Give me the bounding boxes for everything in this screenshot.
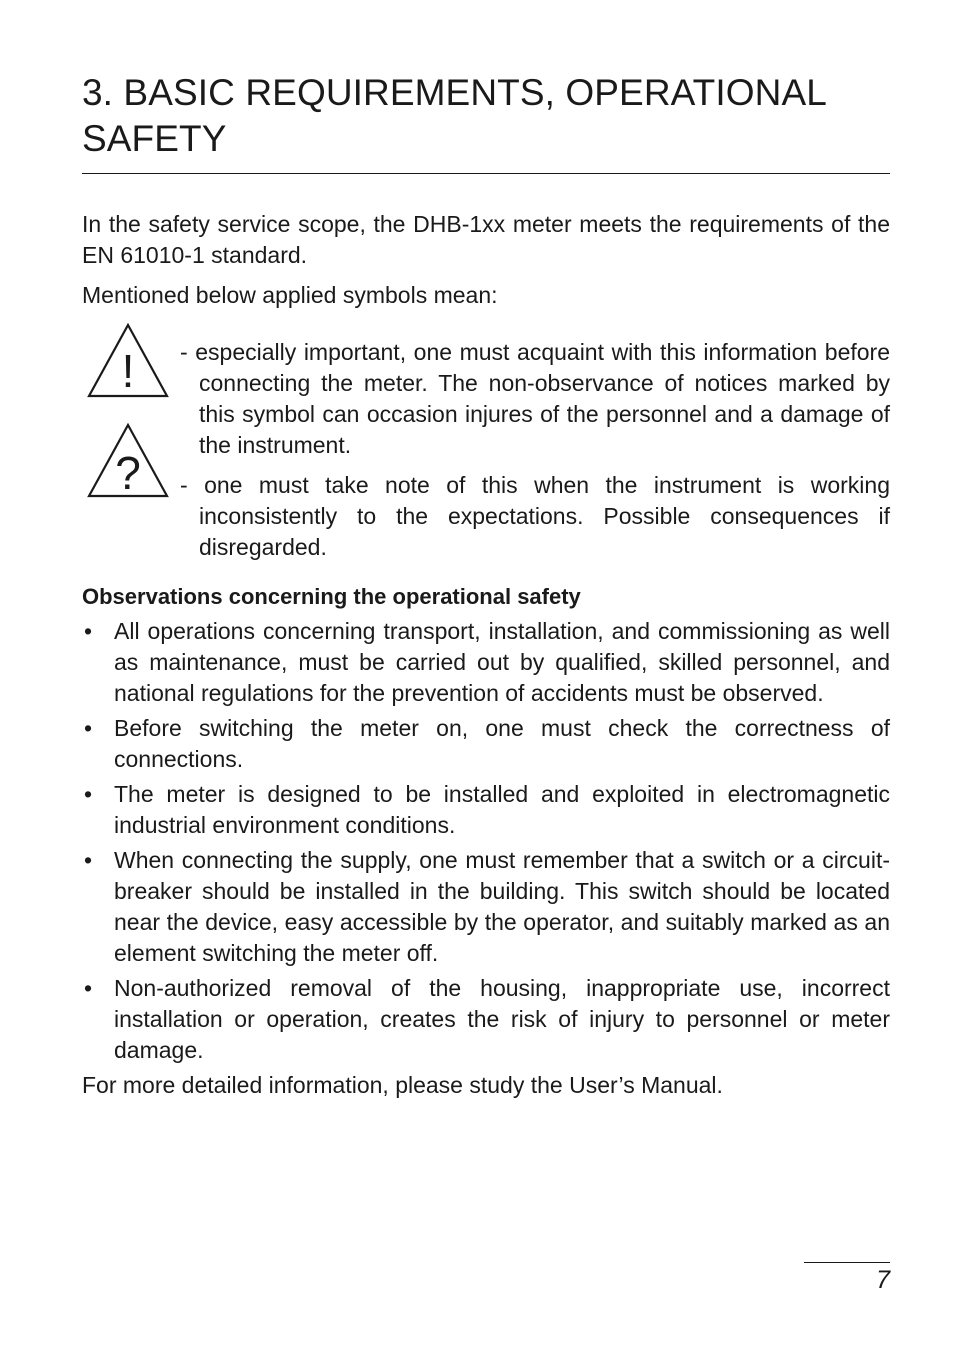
list-item — [82, 713, 890, 775]
list-item — [82, 845, 890, 969]
list-item-text: All operations concerning transport, installation, and commissioning as well as maintenance, must be carried out by qualified, skilled personnel, and national regulations for the prevention of accidents must be observed. — [114, 618, 890, 706]
intro-paragraph: In the safety service scope, the DHB-1xx meter meets the requirements of the EN 61010-1 standard. — [82, 211, 890, 268]
warning-question-icon — [82, 423, 180, 499]
symbol-row-note — [82, 447, 890, 563]
footer-divider — [804, 1262, 890, 1263]
symbol-desc-important: - especially important, one must acquaint with this information before connecting the meter. The non-observance of notices marked by this symbol can occasion injures of the personnel and a damage of the instrument. — [180, 339, 890, 458]
symbol-desc-note: - one must take note of this when the instrument is working inconsistently to the expectations. Possible consequences if disregarded. — [180, 472, 890, 560]
bullet-icon: • — [84, 618, 93, 644]
symbol-row-important — [82, 323, 890, 461]
page-content — [82, 70, 890, 1101]
symbols-intro: Mentioned below applied symbols mean: — [82, 282, 498, 308]
exclamation-glyph: ! — [121, 345, 135, 397]
outro-paragraph: For more detailed information, please study the User’s Manual. — [82, 1072, 723, 1098]
warning-exclamation-icon — [82, 323, 180, 399]
list-item-text: Before switching the meter on, one must check the correctness of connections. — [114, 715, 890, 772]
bullet-icon: • — [84, 975, 93, 1001]
section-title: 3. BASIC REQUIREMENTS, OPERATIONAL SAFETY — [82, 70, 890, 174]
page-number: 7 — [876, 1266, 890, 1294]
question-glyph: ? — [115, 447, 141, 499]
list-item — [82, 779, 890, 841]
observations-list — [82, 616, 890, 1066]
list-item — [82, 616, 890, 709]
list-item — [82, 973, 890, 1066]
bullet-icon: • — [84, 715, 93, 741]
list-item-text: Non-authorized removal of the housing, inappropriate use, incorrect installation or operation, creates the risk of injury to personnel or meter damage. — [114, 975, 890, 1063]
list-item-text: When connecting the supply, one must remember that a switch or a circuit-breaker should be installed in the building. This switch should be located near the device, easy accessible by the operator, and suitably marked as an element switching the meter off. — [114, 847, 890, 966]
list-item-text: The meter is designed to be installed and exploited in electromagnetic industrial environment conditions. — [114, 781, 890, 838]
bullet-icon: • — [84, 781, 93, 807]
bullet-icon: • — [84, 847, 93, 873]
observations-heading: Observations concerning the operational safety — [82, 584, 581, 609]
